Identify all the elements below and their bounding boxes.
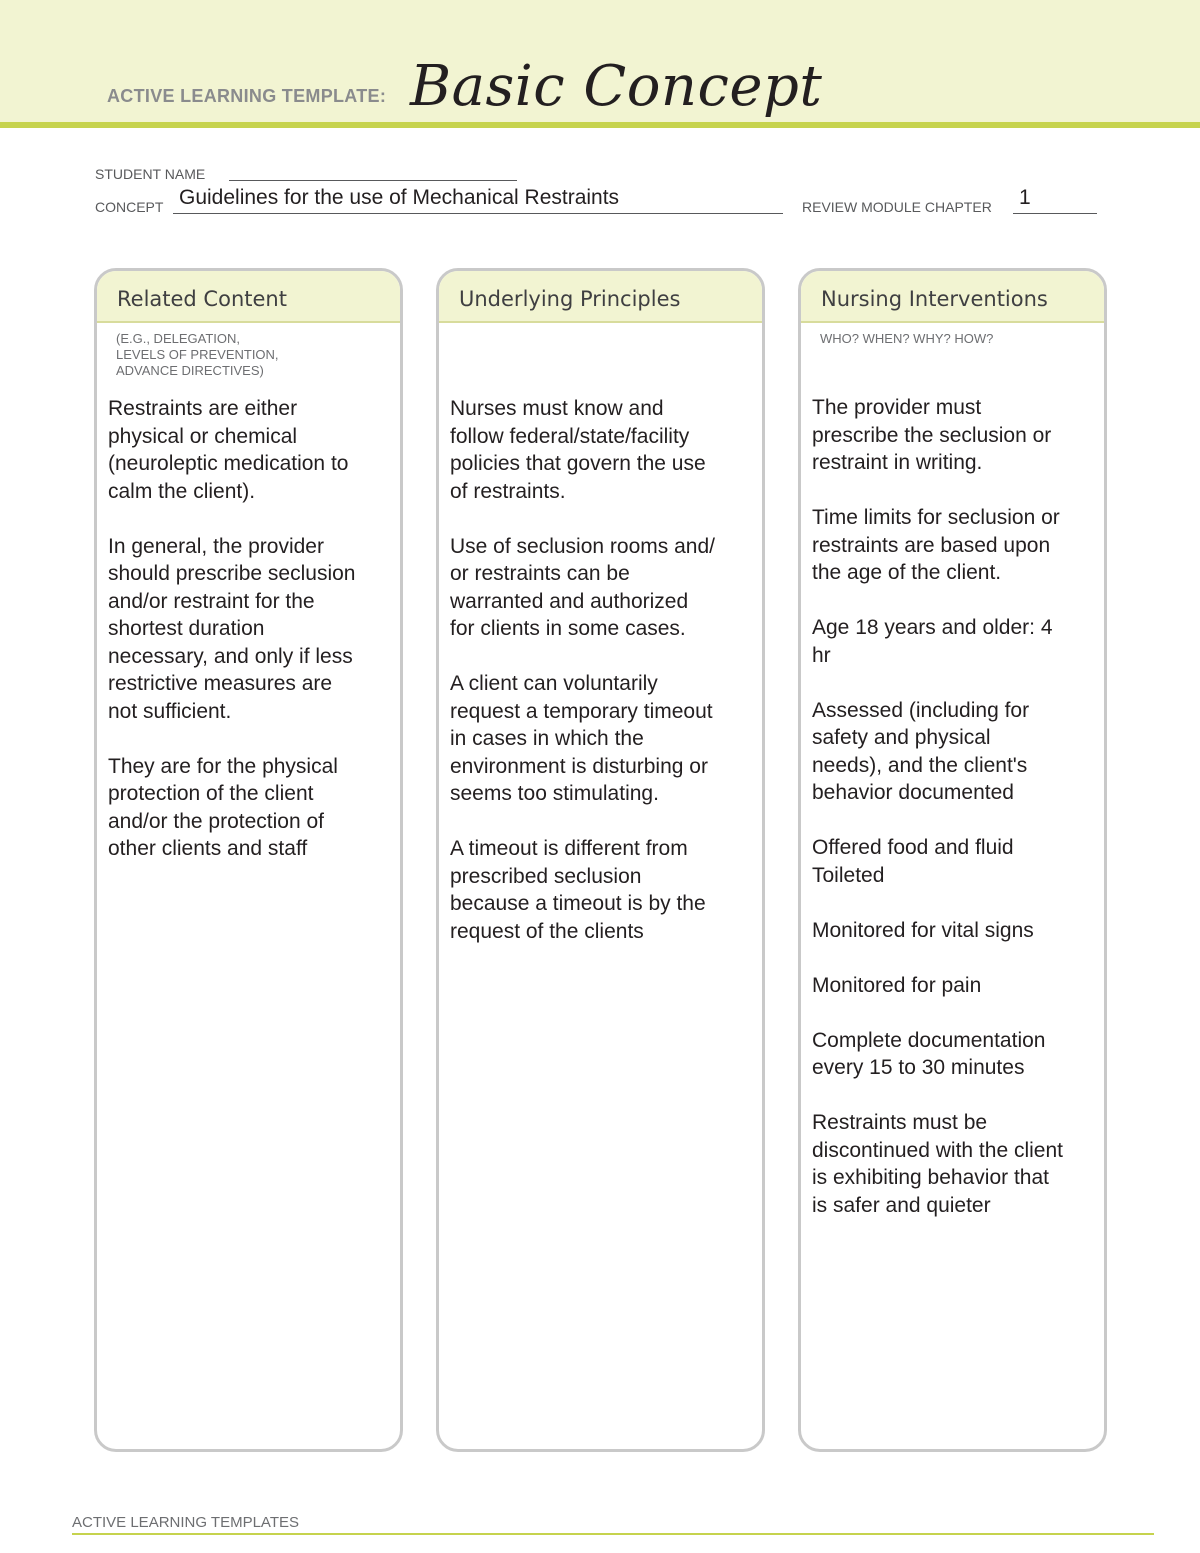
panel-body[interactable] — [812, 394, 1096, 1247]
review-module-label: REVIEW MODULE CHAPTER — [802, 199, 992, 215]
footer-rule — [72, 1533, 1154, 1535]
panel-body[interactable] — [108, 395, 392, 890]
paragraph: Nurses must know and follow federal/state/facility policies that govern the use of restraints. — [450, 397, 706, 503]
concept-field[interactable]: Guidelines for the use of Mechanical Restraints — [179, 186, 620, 209]
paragraph: Monitored for pain — [812, 973, 982, 997]
template-label: ACTIVE LEARNING TEMPLATE: — [107, 86, 387, 106]
paragraph: A timeout is different from prescribed seclusion because a timeout is by the request of the clients — [450, 837, 706, 943]
panel-hint — [439, 323, 762, 331]
footer-label: ACTIVE LEARNING TEMPLATES — [72, 1514, 299, 1531]
paragraph: Time limits for seclusion or restraints are based upon the age of the client. — [812, 506, 1060, 584]
student-name-line — [229, 180, 517, 181]
panel-underlying-principles — [436, 268, 765, 1452]
paragraph: In general, the provider should prescribe seclusion and/or restraint for the shortest duration necessary, and only if less restrictive measures are not sufficient. — [108, 534, 356, 723]
paragraph: Assessed (including for safety and physical needs), and the client's behavior documented — [812, 698, 1030, 804]
review-module-line — [1013, 213, 1097, 214]
student-name-label: STUDENT NAME — [95, 166, 206, 182]
paragraph: Age 18 years and older: 4 hr — [812, 616, 1053, 667]
paragraph: Complete documentation every 15 to 30 minutes — [812, 1028, 1046, 1079]
panel-body[interactable] — [450, 395, 754, 973]
paragraph: They are for the physical protection of the client and/or the protection of other clients and staff — [108, 754, 338, 860]
paragraph: Use of seclusion rooms and/ or restraints can be warranted and authorized for clients in some cases. — [450, 534, 715, 640]
concept-label: CONCEPT — [95, 199, 164, 215]
review-module-field[interactable]: 1 — [1019, 186, 1031, 209]
template-title: Basic Concept — [410, 54, 823, 119]
paragraph: A client can voluntarily request a temporary timeout in cases in which the environment is disturbing or seems too stimulating. — [450, 672, 713, 805]
paragraph: The provider must prescribe the seclusion or restraint in writing. — [812, 396, 1052, 474]
paragraph: Restraints must be discontinued with the client is exhibiting behavior that is safer and quieter — [812, 1111, 1063, 1217]
panel-hint: WHO? WHEN? WHY? HOW? — [820, 331, 994, 346]
paragraph: Monitored for vital signs — [812, 918, 1034, 942]
panel-nursing-interventions — [798, 268, 1107, 1452]
header-rule — [0, 122, 1200, 128]
panel-title: Related Content — [97, 271, 400, 323]
panel-hint: (E.G., DELEGATION, LEVELS OF PREVENTION, ADVANCE DIRECTIVES) — [116, 331, 279, 378]
concept-line — [173, 213, 783, 214]
panel-title: Underlying Principles — [439, 271, 762, 323]
panel-title: Nursing Interventions — [801, 271, 1104, 323]
paragraph: Offered food and fluid Toileted — [812, 836, 1014, 887]
panel-related-content — [94, 268, 403, 1452]
paragraph: Restraints are either physical or chemical (neuroleptic medication to calm the client). — [108, 397, 349, 503]
